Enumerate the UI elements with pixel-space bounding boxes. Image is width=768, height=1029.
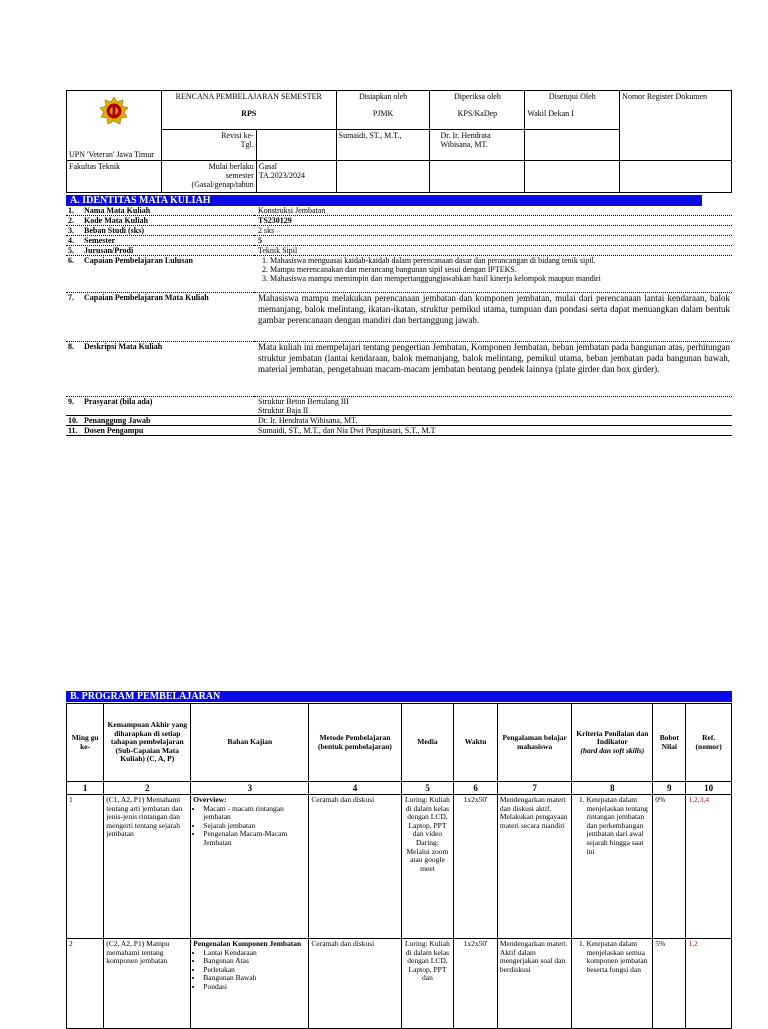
effective-label-3: (Gasal/genap/tahun <box>191 179 254 189</box>
doc-title: RENCANA PEMBELAJARAN SEMESTER <box>161 91 336 108</box>
effective-label-2: semester <box>225 170 254 180</box>
section-b-title: B. PROGRAM PEMBELAJARAN <box>66 691 732 702</box>
prerequisites <box>254 397 732 416</box>
effective-value-2: TA.2023/2024 <box>258 170 305 180</box>
approved-role: Wakil Dekan I <box>525 108 620 129</box>
identity-label: 4. Semester <box>66 236 254 246</box>
criteria-item: 1. Ketepatan dalam menjelaskan semua komponen jembatan beserta fungsi dan <box>586 940 650 974</box>
col-index: 10 <box>686 782 732 795</box>
col-index: 8 <box>572 782 653 795</box>
col-index: 2 <box>104 782 191 795</box>
col-header-criteria <box>572 704 653 782</box>
topic-item: • Sejarah jembatan <box>203 822 306 831</box>
topic-item: • Perletakan <box>203 966 306 975</box>
register-label: Nomor Register Dokumen <box>620 91 732 161</box>
topic-cell <box>191 795 309 939</box>
criteria-item: 1. Ketepatan dalam menjelaskan tentang rintangan jembatan dan perkembangan jembatan dari awal sejarah hingga saat ini <box>586 796 650 856</box>
col-header-time: Waktu <box>454 704 498 782</box>
identity-label: 5. Jurusan/Prodi <box>66 246 254 256</box>
effective-value-cell <box>256 160 336 192</box>
revision-label: Revisi ke- <box>221 130 254 140</box>
method-text: Ceramah dan diskusi <box>309 795 401 939</box>
identity-label: 6. Capaian Pembelajaran Lulusan <box>66 256 254 293</box>
criteria-cell <box>572 939 653 1029</box>
col-index: 5 <box>401 782 454 795</box>
topic-item: • Macam - macam rintangan jembatan <box>203 805 306 822</box>
effective-label-cell <box>161 160 256 192</box>
col-header-topic: Bahan Kajian <box>191 704 309 782</box>
criteria-header-label: Kriteria Penilaian dan Indikator <box>576 728 649 747</box>
doc-abbr: RPS <box>161 108 336 129</box>
program-table <box>66 703 732 1029</box>
prepared-label: Disiapkan oleh <box>336 91 430 108</box>
university-name: UPN 'Veteran' Jawa Timur <box>67 129 162 160</box>
empty-cell <box>525 160 620 192</box>
identity-label: 8. Deskripsi Mata Kuliah <box>66 342 254 397</box>
cpl-item: 3. Mahasiswa mampu memimpin dan mempertanggungjawabkan hasil kinerja kelompok maupun mandiri <box>270 274 730 283</box>
identity-label: 10. Penanggung Jawab <box>66 416 254 426</box>
col-index: 7 <box>497 782 572 795</box>
cpl-item: 2. Mampu merencanakan dan merancang bangunan sipil sesui dengan IPTEKS. <box>270 265 730 274</box>
identity-label: 7. Capaian Pembelajaran Mata Kuliah <box>66 293 254 342</box>
prerequisite-item: Struktur Baja II <box>258 406 309 415</box>
identity-table <box>66 206 732 436</box>
empty-cell <box>430 160 525 192</box>
table-row <box>67 939 732 1029</box>
col-header-method: Metode Pembelajaran (bentuk pembelajaran) <box>309 704 401 782</box>
topic-title: Overview: <box>193 795 227 804</box>
topic-cell <box>191 939 309 1029</box>
col-header-experience: Pengalaman belajar mahasiswa <box>497 704 572 782</box>
criteria-cell <box>572 795 653 939</box>
revision-value <box>256 129 336 160</box>
topic-item: • Pengenalan Macam-Macam Jembatan <box>203 830 306 847</box>
media-text: Luring: Kuliah di dalam kelas dengan LCD, Laptop, PPT dan <box>401 939 454 1029</box>
criteria-header-sub: (hard dan soft skills) <box>580 745 645 755</box>
course-name: Konstruksi Jembatan <box>254 206 732 216</box>
time-text: 1x2x50' <box>454 795 498 939</box>
identity-label: 11. Dosen Pengampu <box>66 426 254 436</box>
time-text: 1x2x50' <box>454 939 498 1029</box>
topic-item: • Lantai Kendaraan <box>203 949 306 958</box>
prerequisite-item: Struktur Beton Bertulang III <box>258 397 349 406</box>
approved-name <box>525 129 620 160</box>
col-index: 9 <box>653 782 686 795</box>
experience-text: Mendengarkan materi. Aktif dalam mengerjakan soal dan berdiskusi <box>497 939 572 1029</box>
date-label: Tgl. <box>240 139 254 149</box>
col-header-ability: Kemampuan Akhir yang diharapkan di setiap tahapan pembelajaran (Sub-Capaian Mata Kuliah) (C, A, P) <box>104 704 191 782</box>
identity-label: 2. Kode Mata Kuliah <box>66 216 254 226</box>
weight-value: 5% <box>653 939 686 1029</box>
header-table <box>66 90 732 193</box>
empty-cell <box>336 160 430 192</box>
checked-role: KPS/KaDep <box>430 108 525 129</box>
ref-value: 1,2,3,4 <box>686 795 732 939</box>
identity-label: 3. Beban Studi (sks) <box>66 226 254 236</box>
topic-title: Pengenalan Komponen Jembatan <box>193 939 302 948</box>
section-a-title: A. IDENTITAS MATA KULIAH <box>66 195 702 206</box>
topic-item: • Pondasi <box>203 983 306 992</box>
col-index: 6 <box>454 782 498 795</box>
empty-cell <box>620 160 732 192</box>
course-credits: 2 sks <box>254 226 732 236</box>
effective-label-1: Mulai berlaku <box>208 161 254 171</box>
cpl-list <box>254 256 732 293</box>
course-semester: 5 <box>254 236 732 246</box>
col-index: 3 <box>191 782 309 795</box>
week-number: 1 <box>67 795 104 939</box>
cpmk-text: Mahasiswa mampu melakukan perencanaan jembatan dan komponen jembatan, mulai dari perencanaan lantai kendaraan, balok memanjang, balok melintang, ikatan-ikatan, struktur pemikul utama, tumpuan dan pondasi serta dapat menuangkan dalam bentuk gambar perencanaan dengan mandiri dan bertanggung jawab. <box>254 293 732 342</box>
prepared-role: PJMK <box>336 108 430 129</box>
col-header-media: Media <box>401 704 454 782</box>
col-index: 1 <box>67 782 104 795</box>
ref-value: 1,2 <box>686 939 732 1029</box>
col-index: 4 <box>309 782 401 795</box>
responsible-person: Dr. Ir. Hendrata Wibisana, MT. <box>254 416 732 426</box>
method-text: Ceramah dan diskusi <box>309 939 401 1029</box>
topic-item: • Bangunan Bawah <box>203 974 306 983</box>
col-header-ref: Ref. (nomor) <box>686 704 732 782</box>
cpl-item: 1. Mahasiswa menguasai kaidah-kaidah dalam perencanaan dasar dan perancangan di bidang tenik sipil. <box>270 256 730 265</box>
topic-item: • Bangunan Atas <box>203 957 306 966</box>
experience-text: Mendengarkan materi dan diskusi aktif. Melakukan pengayaan materi secara mandiri <box>497 795 572 939</box>
col-header-weight: Bobot Nilai <box>653 704 686 782</box>
identity-label: 1. Nama Mata Kuliah <box>66 206 254 216</box>
ability-text: (C1, A2, P1) Memahami tentang arti jembatan dan jenis-jenis rintangan dan mengerti tentang sejarah jembatan <box>104 795 191 939</box>
effective-value-1: Gasal <box>258 161 277 171</box>
lecturers: Sumaidi, ST., M.T., dan Nia Dwi Puspitasari, S.T., M.T <box>254 426 732 436</box>
faculty-name: Fakultas Teknik <box>67 160 162 192</box>
media-text: Luring: Kuliah di dalam kelas dengan LCD, Laptop, PPT dan video Daring: Melalui zoom atau google meet <box>401 795 454 939</box>
prepared-name: Sumaidi, ST., M.T., <box>336 129 430 160</box>
checked-label: Diperiksa oleh <box>430 91 525 108</box>
course-department: Teknik Sipil <box>254 246 732 256</box>
university-logo-icon <box>99 96 129 126</box>
identity-label: 9. Prasyarat (bila ada) <box>66 397 254 416</box>
ability-text: (C2, A2, P1) Mampu memahami tentang komponen jembatan <box>104 939 191 1029</box>
revision-cell <box>161 129 256 160</box>
col-header-week: Ming gu ke- <box>67 704 104 782</box>
logo-cell <box>67 91 162 130</box>
checked-name: Dr. Ir. Hendrata Wibisana, MT. <box>430 129 525 160</box>
approved-label: Disetujui Oleh <box>525 91 620 108</box>
course-code: TS230129 <box>254 216 732 226</box>
weight-value: 0% <box>653 795 686 939</box>
week-number: 2 <box>67 939 104 1029</box>
course-description: Mata kuliah ini mempelajari tentang pengertian Jembatan, Komponen Jembatan, beban jembatan pada bangunan atas, perhitungan struktur jembatan (lantai kendaraan, balok memanjang, balok melintang, pemikul utama, beban jembatan pada bangunan bawah, material jembatan, pengetahuan macam-macam jembatan bentang pendek lainnya (plate girder dan box girder). <box>254 342 732 397</box>
table-row <box>67 795 732 939</box>
